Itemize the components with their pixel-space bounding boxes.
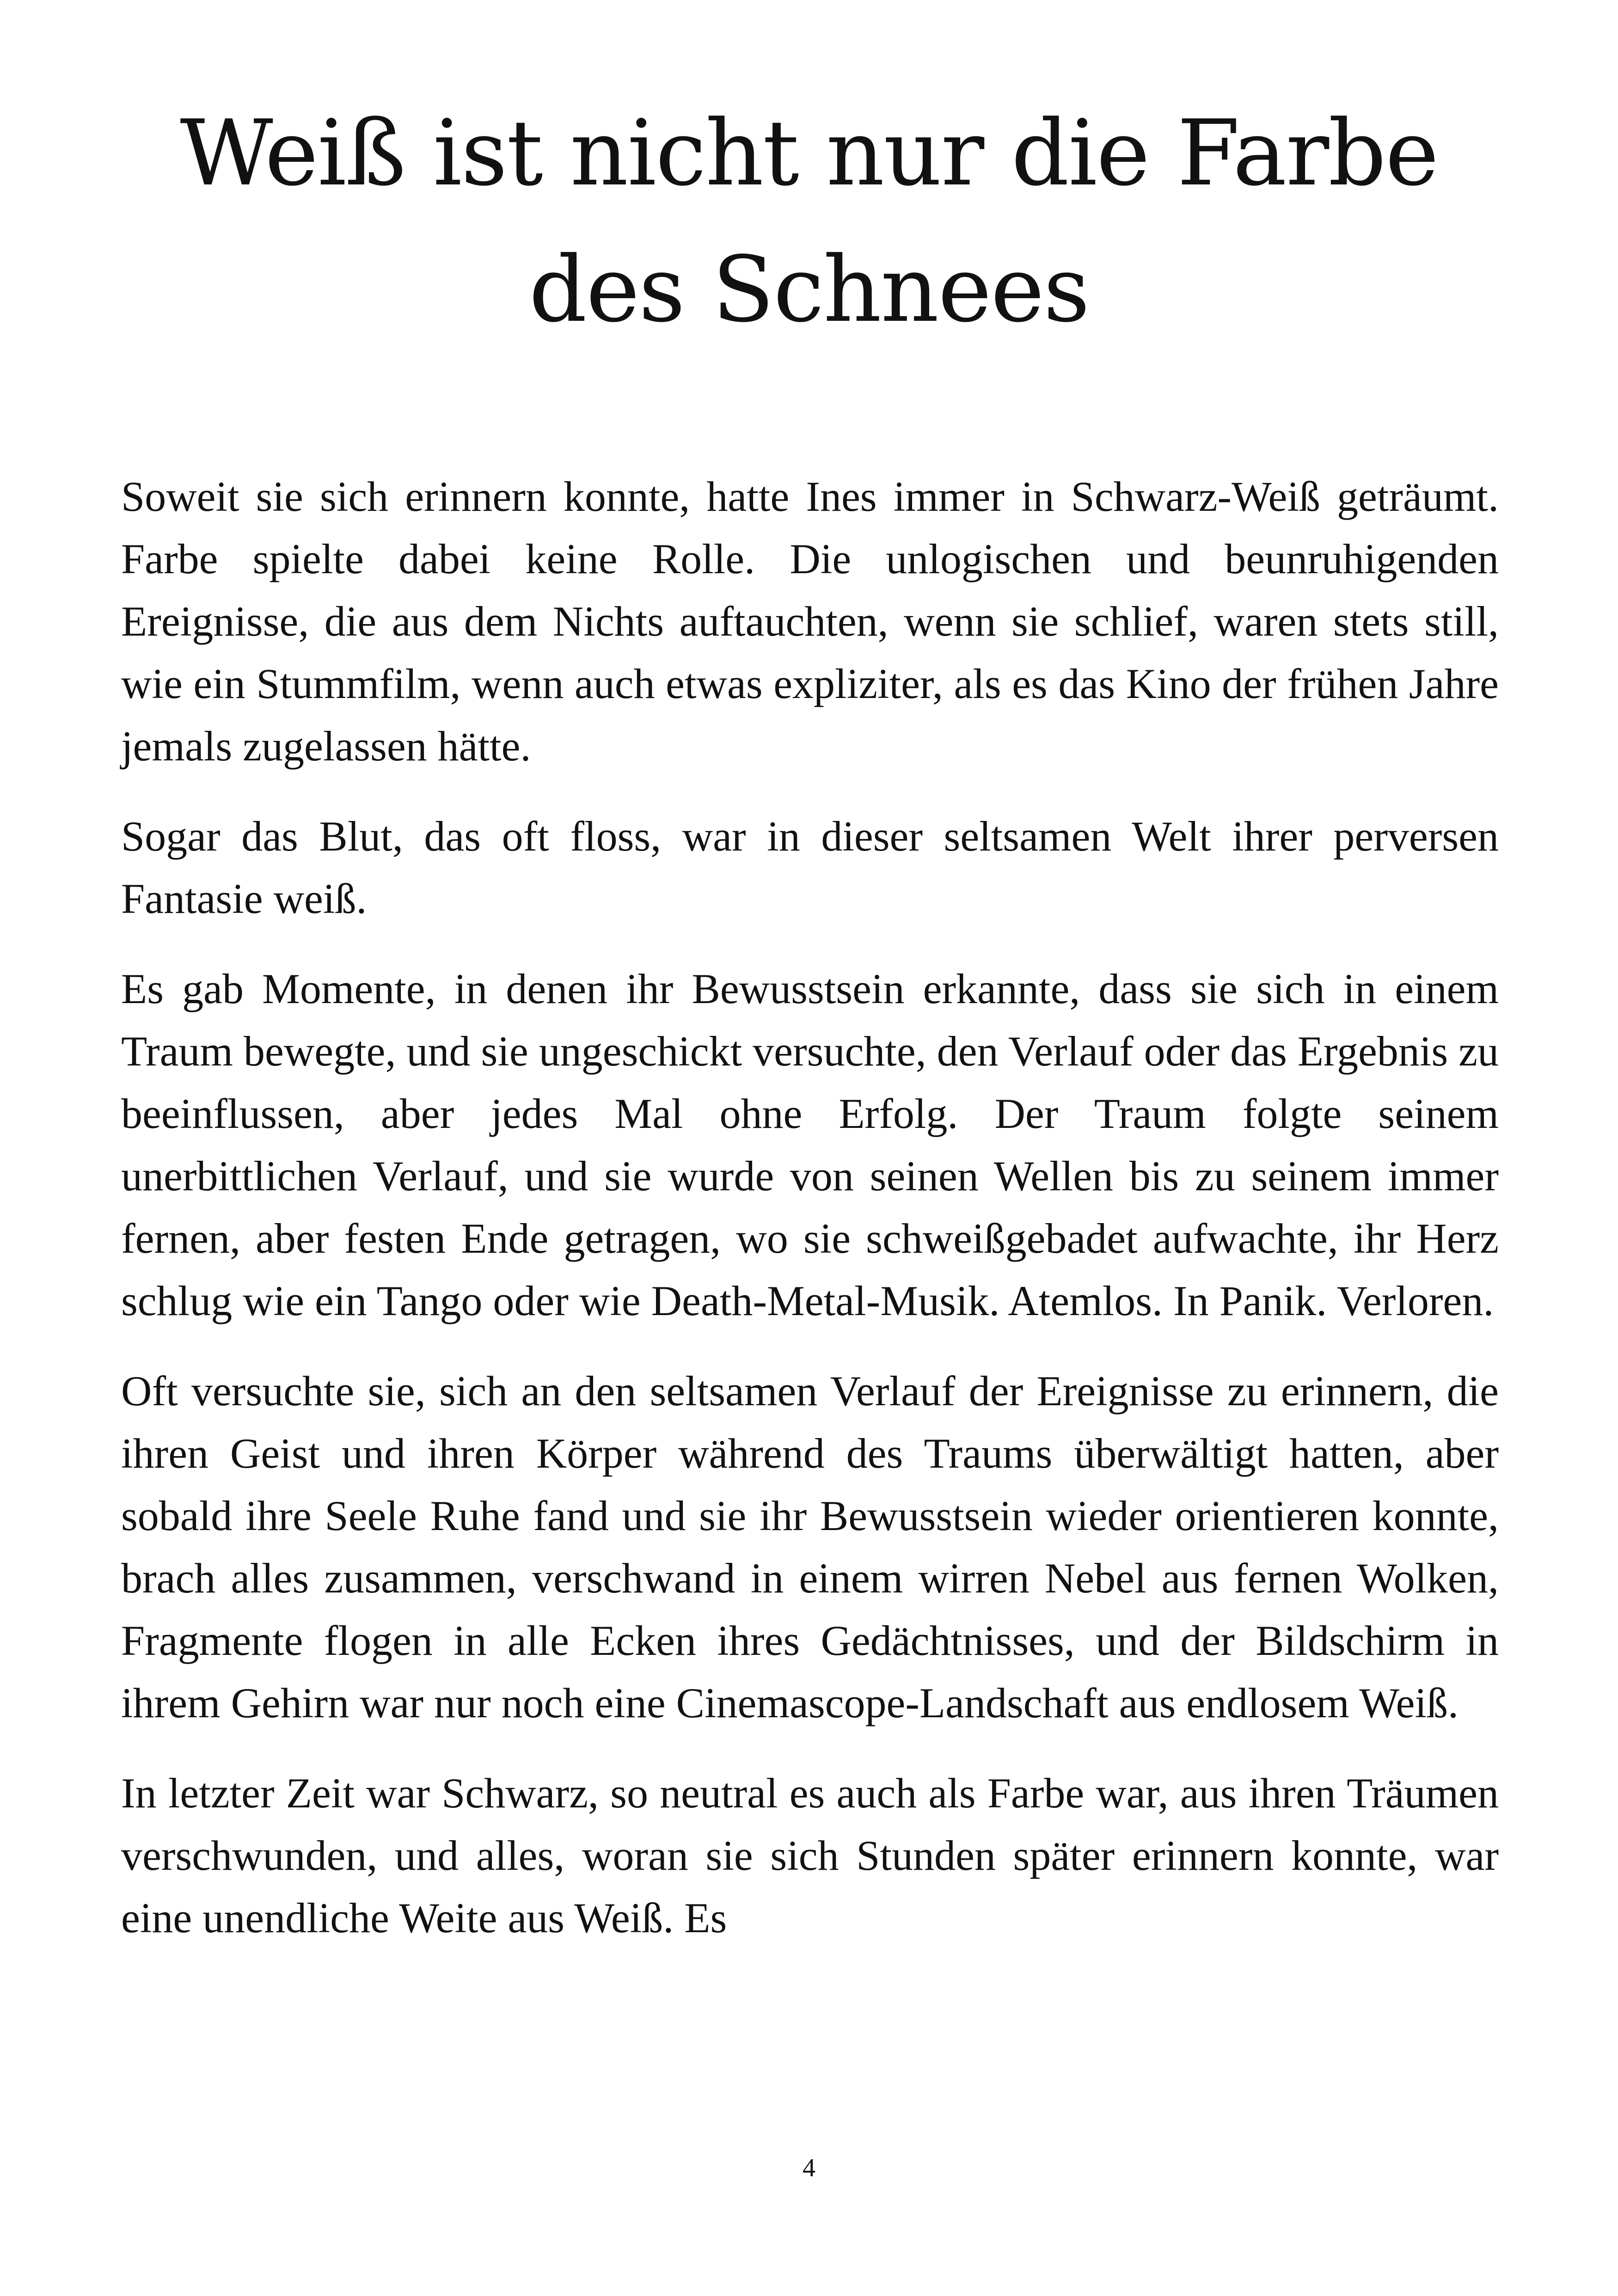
paragraph-5: In letzter Zeit war Schwarz, so neutral es auch als Farbe war, aus ihren Träumen verschwunden, und alles, woran sie sich Stunden später erinnern konnte, war eine unendliche Weite aus Weiß. Es — [121, 1769, 1499, 1941]
body-text — [121, 465, 1499, 1977]
chapter-title: Weiß ist nicht nur die Farbe des Schnees — [180, 101, 1438, 343]
paragraph-1: Soweit sie sich erinnern konnte, hatte Ines immer in Schwarz-Weiß geträumt. Farbe spielte dabei keine Rolle. Die unlogischen und beunruhigenden Ereignisse, die aus dem Nichts auftauchten, wenn sie schlief, waren stets still, wie ein Stummfilm, wenn auch etwas expliziter, als es das Kino der frühen Jahre jemals zugelassen hätte. — [121, 473, 1499, 770]
page-number: 4 — [803, 2154, 815, 2182]
paragraph-4: Oft versuchte sie, sich an den seltsamen Verlauf der Ereignisse zu erinnern, die ihren Geist und ihren Körper während des Traums überwältigt hatten, aber sobald ihre Seele Ruhe fand und sie ihr Bewusstsein wieder orientieren konnte, brach alles zusammen, verschwand in einem wirren Nebel aus fernen Wolken, Fragmente flogen in alle Ecken ihres Gedächtnisses, und der Bildschirm in ihrem Gehirn war nur noch eine Cinemascope-Landschaft aus endlosem Weiß. — [121, 1367, 1499, 1727]
paragraph-2: Sogar das Blut, das oft floss, war in dieser seltsamen Welt ihrer perversen Fantasie weiß. — [121, 813, 1499, 922]
paragraph-3: Es gab Momente, in denen ihr Bewusstsein erkannte, dass sie sich in einem Traum bewegte, und sie ungeschickt versuchte, den Verlauf oder das Ergebnis zu beeinflussen, aber jedes Mal ohne Erfolg. Der Traum folgte seinem unerbittlichen Verlauf, und sie wurde von seinen Wellen bis zu seinem immer fernen, aber festen Ende getragen, wo sie schweißgebadet aufwachte, ihr Herz schlug wie ein Tango oder wie Death-Metal-Musik. Atemlos. In Panik. Verloren. — [121, 965, 1499, 1324]
